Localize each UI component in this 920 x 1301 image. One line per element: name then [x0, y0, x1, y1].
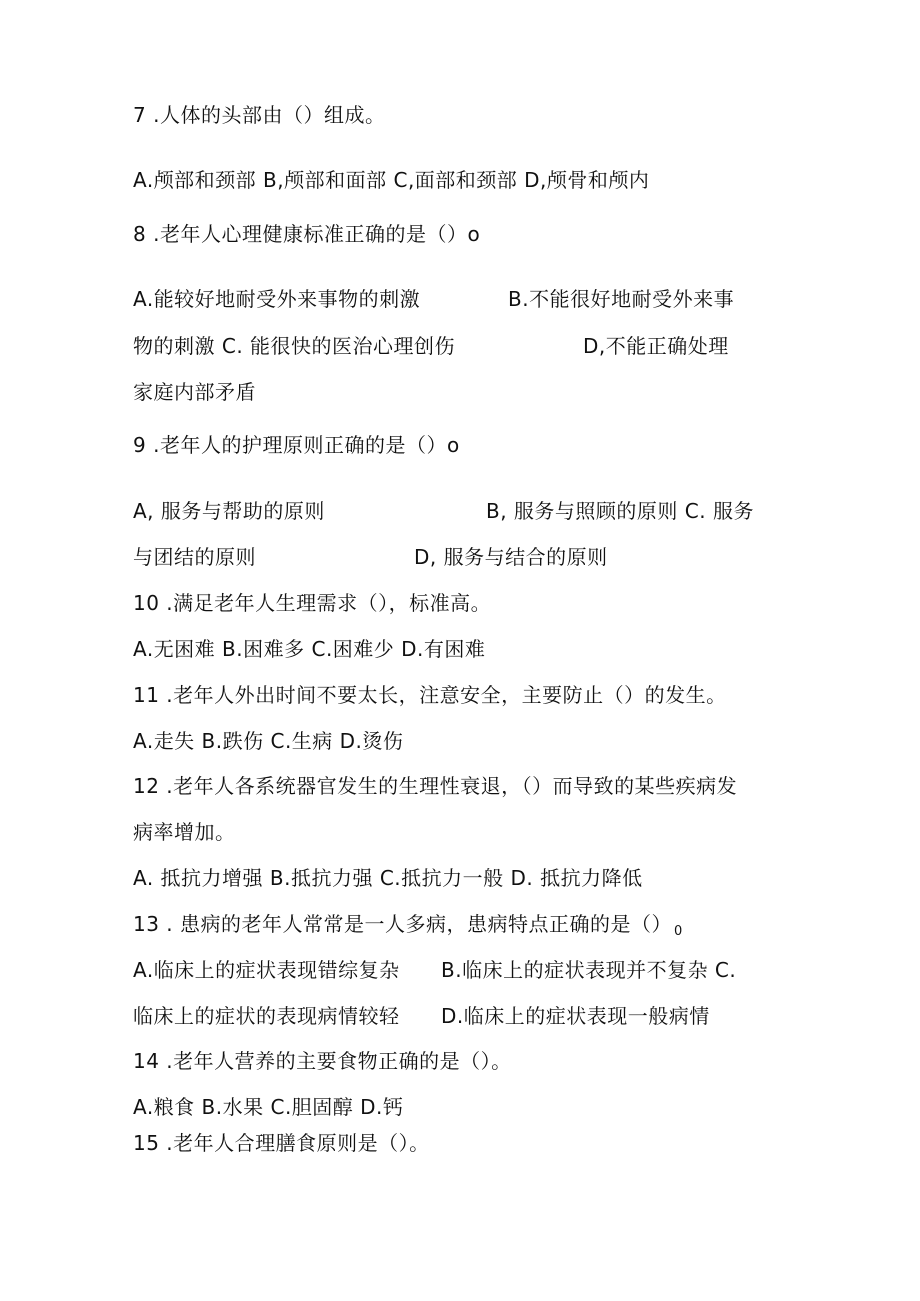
question-9-option-a: A, 服务与帮助的原则 — [133, 499, 325, 523]
question-8-option-b: B.不能很好地耐受外来事 — [508, 287, 735, 311]
question-9-option-d: D, 服务与结合的原则 — [414, 545, 608, 569]
question-8-options-row-3: 家庭内部矛盾 — [133, 380, 256, 404]
question-8-option-d: D,不能正确处理 — [583, 334, 729, 358]
question-13-option-c-cont: 临床上的症状的表现病情较轻 — [133, 1004, 400, 1028]
question-9-option-b: B, 服务与照顾的原则 C. 服务 — [486, 499, 754, 523]
question-11-stem: 11 .老年人外出时间不要太长，注意安全，主要防止（）的发生。 — [133, 683, 727, 707]
question-8-stem: 8 .老年人心理健康标准正确的是（）o — [133, 222, 481, 246]
question-13-option-a: A.临床上的症状表现错综复杂 — [133, 958, 400, 982]
question-13-stem-suffix: 0 — [674, 924, 683, 939]
question-13-option-d: D.临床上的症状表现一般病情 — [441, 1004, 710, 1028]
question-9-stem: 9 .老年人的护理原则正确的是（）o — [133, 433, 460, 457]
question-12-stem-line-1: 12 .老年人各系统器官发生的生理性衰退，（）而导致的某些疾病发 — [133, 774, 738, 798]
question-7-stem: 7 .人体的头部由（）组成。 — [133, 103, 386, 127]
question-7-options: A.颅部和颈部 B,颅部和面部 C,面部和颈部 D,颅骨和颅内 — [133, 168, 650, 192]
question-12-options: A. 抵抗力增强 B.抵抗力强 C.抵抗力一般 D. 抵抗力降低 — [133, 866, 643, 890]
question-13-stem-text: 13 . 患病的老年人常常是一人多病，患病特点正确的是（） — [133, 912, 673, 936]
question-8-option-a: A.能较好地耐受外来事物的刺激 — [133, 287, 421, 311]
question-8-option-c: 物的刺激 C. 能很快的医治心理创伤 — [133, 334, 456, 358]
question-14-options: A.粮食 B.水果 C.胆固醇 D.钙 — [133, 1095, 404, 1119]
question-13-option-b: B.临床上的症状表现并不复杂 C. — [441, 958, 737, 982]
question-12-stem-line-2: 病率增加。 — [133, 820, 236, 844]
question-9-option-c-cont: 与团结的原则 — [133, 545, 256, 569]
question-15-stem: 15 .老年人合理膳食原则是（）。 — [133, 1131, 430, 1155]
question-14-stem: 14 .老年人营养的主要食物正确的是（）。 — [133, 1049, 512, 1073]
question-13-stem — [133, 910, 683, 946]
question-10-stem: 10 .满足老年人生理需求（），标准高。 — [133, 591, 492, 615]
question-10-options: A.无困难 B.困难多 C.困难少 D.有困难 — [133, 637, 486, 661]
question-11-options: A.走失 B.跌伤 C.生病 D.烫伤 — [133, 729, 404, 753]
